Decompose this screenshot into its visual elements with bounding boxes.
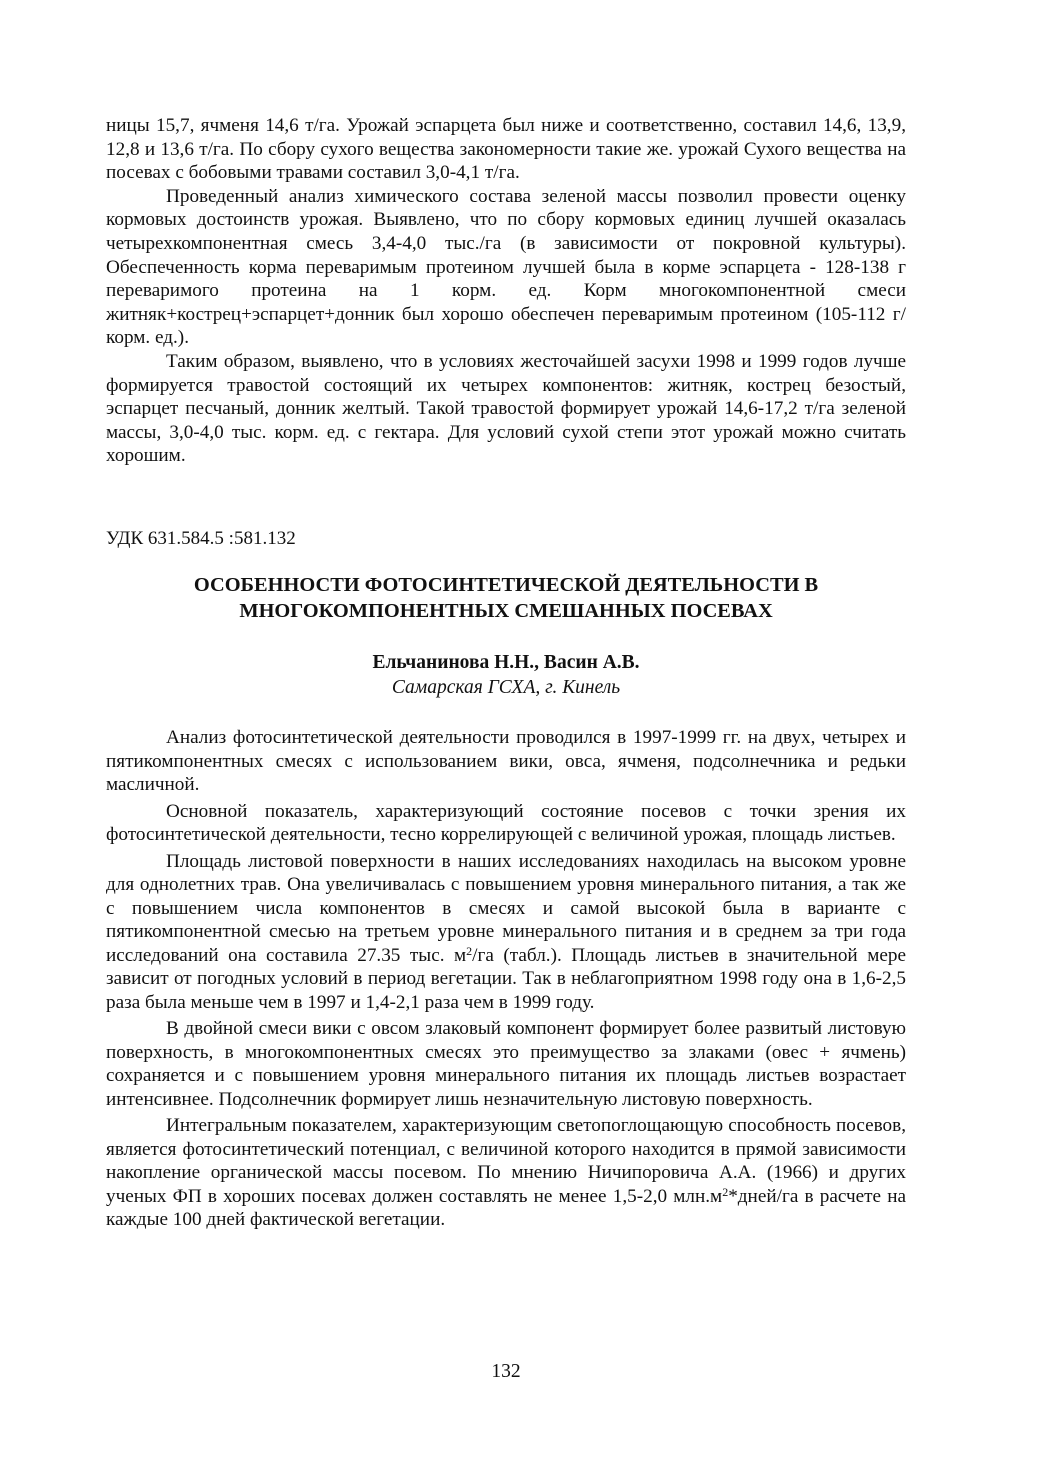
leaf-area-text-cont: /га (табл.). Площадь листьев в значительной мере зависит от погодных условий в период вегетации. Так в неблагоприятном 1998 году она в 1,6-2,5 раза была меньше чем в 1997 и 1,4-2,1 раза чем в 1999 году. bbox=[106, 944, 906, 1013]
article-title bbox=[106, 572, 906, 624]
paragraph-double-mixture: В двойной смеси вики с овсом злаковый компонент формирует более развитый листовую поверхность, в многокомпонентных смесях это преимущество за злаками (овес + ячмень) сохраняется и с повышением уровня минерального питания их площадь листьев возрастает интенсивнее. Подсолнечник формирует лишь незначительную листовую поверхность. bbox=[106, 1018, 906, 1110]
paragraph-analysis: Анализ фотосинтетической деятельности проводился в 1997-1999 гг. на двух, четырех и пятикомпонентных смесях с использованием вики, овса, ячменя, подсолнечника и редьки масличной. bbox=[106, 727, 906, 795]
superscript: 2 bbox=[466, 943, 473, 958]
article-title-line-1: ОСОБЕННОСТИ ФОТОСИНТЕТИЧЕСКОЙ ДЕЯТЕЛЬНОСТИ В bbox=[193, 574, 819, 596]
paragraph-continued: ницы 15,7, ячменя 14,6 т/га. Урожай эспарцета был ниже и соответственно, составил 14,6, 13,9, 12,8 и 13,6 т/га. По сбору сухого вещества закономерности такие же. урожай Сухого вещества на посевах с бобовыми травами составил 3,0-4,1 т/га. bbox=[106, 115, 906, 184]
leaf-area-text: Площадь листовой поверхности в наших исследованиях находилась на высоком уровне для однолетних трав. Она увеличивалась с повышением уровня минерального питания, а так же с повышением числа компонентов в смесях и самой высокой была в варианте с пятикомпонентной смесью на третьем уровне минерального питания и в среднем за три года исследований она составила 27.35 тыс. м bbox=[106, 850, 906, 966]
page-number: 132 bbox=[491, 1361, 521, 1382]
article-body bbox=[106, 726, 906, 1235]
paragraph-integral-indicator bbox=[106, 1114, 906, 1232]
document-page bbox=[106, 114, 906, 1382]
integral-text-cont: *дней/га в расчете на каждые 100 дней фактической вегетации. bbox=[106, 1185, 906, 1230]
paragraph-chemical-analysis: Проведенный анализ химического состава зеленой массы позволил провести оценку кормовых достоинств урожая. Выявлено, что по сбору кормовых единиц лучшей оказалась четырехкомпонентная смесь 3,4-4,0 тыс./га (в зависимости от покровной культуры). Обеспеченность корма переваримым протеином лучшей была в корме эспарцета - 128-138 г переваримого протеина на 1 корм. ед. Корм многокомпонентной смеси житняк+кострец+эспарцет+донник был хорошо обеспечен переваримым протеином (105-112 г/корм. ед.). bbox=[106, 185, 906, 349]
article-authors: Ельчанинова Н.Н., Васин А.В. bbox=[372, 652, 640, 673]
article-affiliation: Самарская ГСХА, г. Кинель bbox=[391, 677, 621, 698]
udk-code: УДК 631.584.5 :581.132 bbox=[106, 528, 296, 549]
paragraph-conclusion: Таким образом, выявлено, что в условиях жесточайшей засухи 1998 и 1999 годов лучше формируется травостой состоящий их четырех компонентов: житняк, кострец безостый, эспарцет песчаный, донник желтый. Такой травостой формирует урожай 14,6-17,2 т/га зеленой массы, 3,0-4,0 тыс. корм. ед. с гектара. Для условий сухой степи этот урожай можно считать хорошим. bbox=[106, 350, 906, 467]
previous-article-ending bbox=[106, 114, 906, 468]
paragraph-leaf-area bbox=[106, 850, 906, 1015]
integral-text: Интегральным показателем, характеризующим светопоглощающую способность посевов, является фотосинтетический потенциал, с величиной которого находится в прямой зависимости накопление органической массы посевом. По мнению Ничипоровича А.А. (1966) и других ученых ФП в хороших посевах должен составлять не менее 1,5-2,0 млн.м bbox=[106, 1115, 906, 1207]
superscript: 2 bbox=[722, 1184, 729, 1199]
article-title-line-2: МНОГОКОМПОНЕНТНЫХ СМЕШАННЫХ ПОСЕВАХ bbox=[239, 600, 773, 622]
paragraph-main-indicator: Основной показатель, характеризующий состояние посевов с точки зрения их фотосинтетической деятельности, тесно коррелирующей с величиной урожая, площадь листьев. bbox=[106, 800, 906, 845]
